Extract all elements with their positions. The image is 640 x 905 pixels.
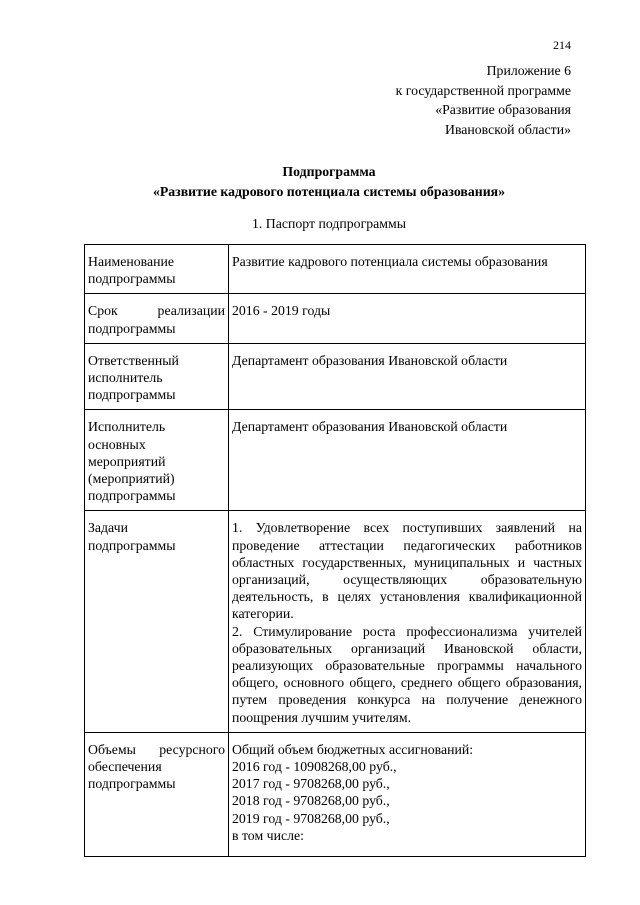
value-line: Департамент образования Ивановской области [232,419,508,435]
table-row [85,511,586,732]
row-value [229,343,586,410]
passport-table [84,244,586,857]
value-line: Развитие кадрового потенциала системы образования [232,254,548,269]
value-line: 2016 - 2019 годы [232,303,331,319]
row-value [229,294,586,343]
table-row [85,245,586,294]
section-title: 1. Паспорт подпрограммы [252,216,406,231]
appendix-line: к государственной программе [395,82,571,98]
heading-line-2: «Развитие кадрового потенциала системы образования» [152,184,506,199]
heading-line-1: Подпрограмма [282,164,376,179]
value-line: 2016 год - 10908268,00 руб., [232,759,397,775]
value-paragraph: 2. Стимулирование роста профессионализма учителей образовательных организаций Ивановской области, реализующих образовательные программы начального общего, основного общего, среднего общего образования, путем проведения конкурса на получение денежного поощрения лучшим учителям. [232,623,582,725]
row-value [229,410,586,511]
row-label [85,410,229,511]
value-paragraph: 1. Удовлетворение всех поступивших заявлений на проведение аттестации педагогических работников областных государственных, муниципальных и частных организаций, осуществляющих образовательную деятельность, в целях установления квалификационной категории. [232,520,582,622]
value-line: Общий объем бюджетных ассигнований: [232,741,474,757]
table-row [85,343,586,410]
row-label [85,511,229,732]
label-text: Исполнитель основных мероприятий (мероприятий) подпрограммы [88,419,176,504]
row-value [229,732,586,856]
table-row [85,732,586,856]
label-text: Задачи подпрограммы [88,520,176,553]
row-label [85,343,229,410]
subprogram-heading [0,162,640,202]
value-line: 2019 год - 9708268,00 руб., [232,810,390,826]
value-line: 2018 год - 9708268,00 руб., [232,793,390,809]
appendix-line: «Развитие образования [435,102,571,117]
value-line: 2017 год - 9708268,00 руб., [232,776,390,792]
row-value [229,511,586,732]
row-label: Объемы ресурсного обеспечения подпрограммы [85,732,229,856]
row-value [229,245,586,294]
row-label: Наименование подпрограммы [85,245,229,294]
label-text: Ответственный исполнитель подпрограммы [88,352,179,403]
table-row [85,294,586,343]
appendix-line: Ивановской области» [444,121,571,137]
value-line: Департамент образования Ивановской области [232,352,508,368]
appendix-line: Приложение 6 [486,63,571,78]
page-number: 214 [553,38,571,52]
table-row [85,410,586,511]
appendix-header [396,61,571,139]
row-label: Срок реализации подпрограммы [85,294,229,343]
value-line: в том числе: [232,827,304,843]
